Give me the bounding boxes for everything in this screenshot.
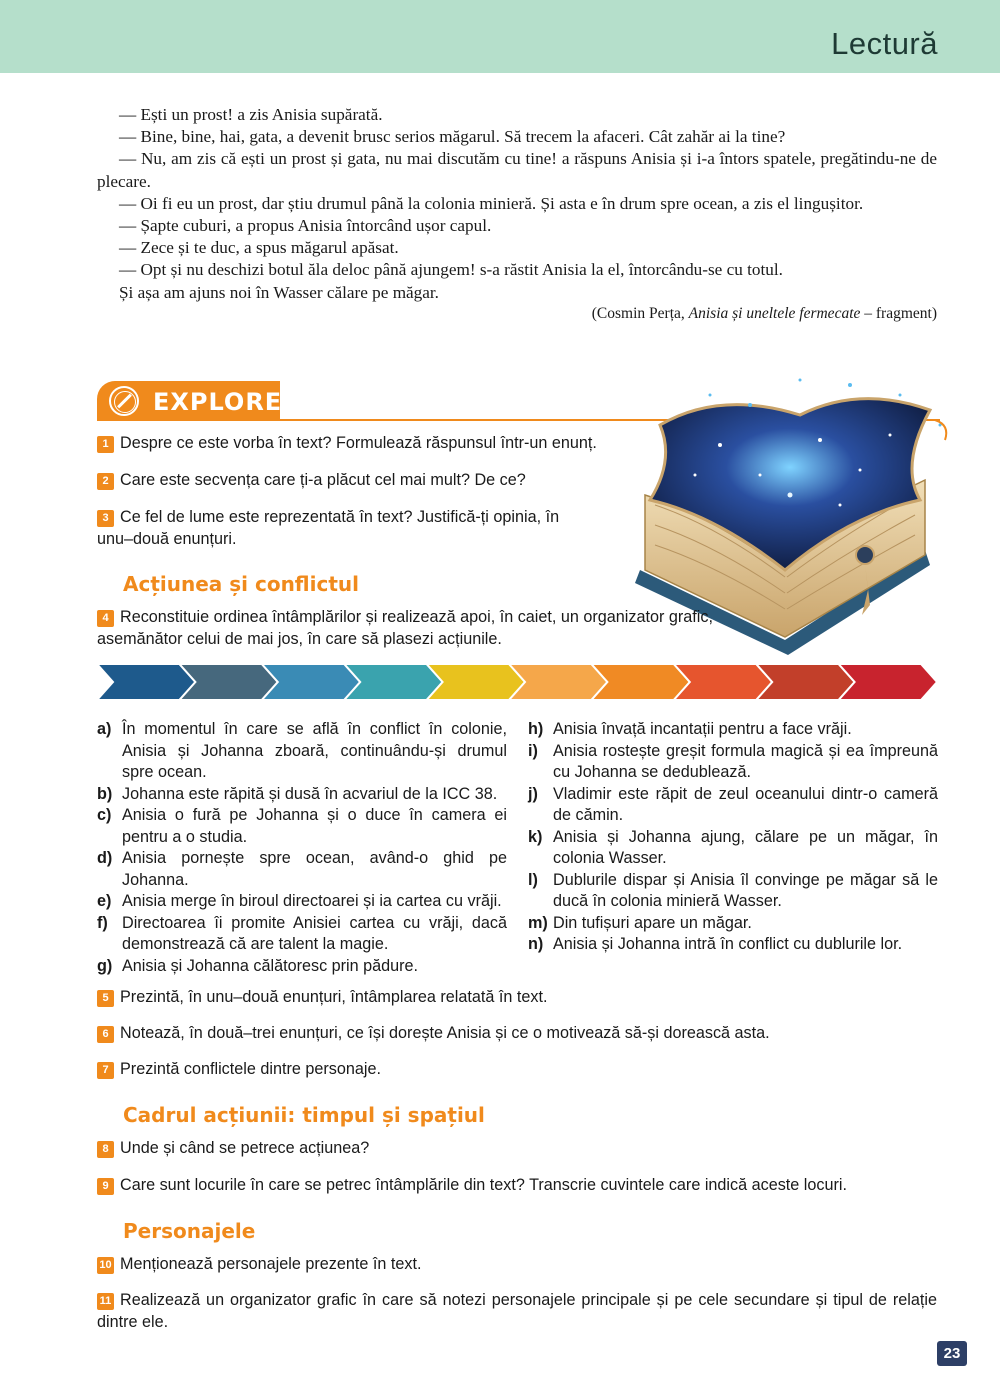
event-label: g) [97, 956, 113, 975]
question-3 [97, 507, 597, 550]
question-1 [97, 433, 637, 455]
question-text: Prezintă, în unu–două enunțuri, întâmplarea relatată în text. [120, 988, 548, 1006]
question-6 [97, 1023, 937, 1045]
dialogue-line: — Zece și te duc, a spus măgarul apăsat. [119, 238, 399, 258]
arrow-step [179, 664, 277, 700]
question-text: Realizează un organizator grafic în care să notezi personajele principale și pe cele secundare și tipul de relație dintre ele. [97, 1291, 937, 1331]
event-item [97, 891, 507, 913]
event-item [528, 870, 938, 913]
event-label: m) [528, 913, 548, 932]
arrow-step [756, 664, 854, 700]
question-number: 10 [97, 1257, 114, 1274]
question-text: Despre ce este vorba în text? Formulează răspunsul într-un enunț. [120, 434, 597, 452]
event-label: i) [528, 741, 538, 760]
event-label: k) [528, 827, 543, 846]
question-11 [97, 1290, 937, 1333]
explorez-banner [97, 381, 301, 421]
event-text: În momentul în care se află în conflict în colonie, Anisia și Johanna zboară, continuându-și drumul spre ocean. [122, 720, 507, 781]
question-number: 11 [97, 1293, 114, 1310]
source-citation: (Cosmin Perța, Anisia și uneltele fermecate – fragment) [591, 305, 937, 322]
event-label: j) [528, 784, 538, 803]
question-text: Unde și când se petrece acțiunea? [120, 1139, 370, 1157]
arrow-step [427, 664, 525, 700]
events-list-right [528, 719, 938, 956]
event-label: n) [528, 935, 544, 953]
question-text: Menționează personajele prezente în text. [120, 1255, 422, 1273]
question-2 [97, 470, 637, 492]
question-number: 9 [97, 1178, 114, 1195]
event-text: Anisia pornește spre ocean, având-o ghid pe Johanna. [122, 849, 507, 889]
dialogue-line: — Șapte cuburi, a propus Anisia întorcând ușor capul. [119, 216, 492, 236]
events-list-left [97, 719, 507, 977]
question-text: Care sunt locurile în care se petrec întâmplările din text? Transcrie cuvintele care indică aceste locuri. [120, 1176, 847, 1194]
arrow-step [97, 664, 195, 700]
text-fragment [97, 104, 937, 304]
dialogue-line: — Bine, bine, hai, gata, a devenit brusc serios măgarul. Să trecem la afaceri. Cât zahăr ai la tine? [119, 127, 786, 147]
dialogue-line: — Oi fi eu un prost, dar știu drumul până la colonia minieră. Și asta e în drum spre ocean, a zis el lingușitor. [119, 193, 864, 213]
event-text: Anisia învață incantații pentru a face vrăji. [553, 720, 852, 738]
event-text: Anisia și Johanna intră în conflict cu dublurile lor. [553, 935, 903, 953]
explorez-label: EXPLOREZ [153, 388, 301, 416]
dialogue-line: — Opt și nu deschizi botul ăla deloc până ajungem! s-a răstit Anisia la el, întorcându-se cu totul. [119, 260, 783, 280]
arrow-step [674, 664, 772, 700]
event-label: c) [97, 806, 112, 824]
header-band [0, 0, 1000, 73]
event-item [528, 934, 938, 956]
event-item [97, 956, 507, 978]
event-label: f) [97, 913, 108, 932]
event-text: Anisia merge în biroul directoarei și ia cartea cu vrăji. [122, 892, 502, 910]
chapter-title: Lectură [831, 26, 938, 61]
event-label: d) [97, 849, 113, 867]
question-number: 6 [97, 1026, 114, 1043]
section-title-cadru: Cadrul acțiunii: timpul și spațiul [123, 1103, 485, 1127]
question-text: Care este secvența care ți-a plăcut cel mai mult? De ce? [120, 471, 526, 489]
event-item [528, 741, 938, 784]
question-number: 3 [97, 510, 114, 527]
event-text: Anisia rostește greșit formula magică și ea împreună cu Johanna se dedublează. [553, 741, 938, 781]
arrow-step [509, 664, 607, 700]
event-item [528, 719, 938, 741]
question-text: Ce fel de lume este reprezentată în text? Justifică-ți opinia, în unu–două enunțuri. [97, 508, 560, 548]
question-text: Reconstituie ordinea întâmplărilor și realizează apoi, în caiet, un organizator grafic, asemănător celui de mai jos, în care să plasezi acțiunile. [97, 608, 713, 648]
event-text: Vladimir este răpit de zeul oceanului dintr-o cameră de cămin. [553, 784, 938, 824]
question-number: 8 [97, 1141, 114, 1158]
event-label: h) [528, 720, 544, 738]
section-title-personaje: Personajele [123, 1219, 256, 1243]
event-item [97, 719, 507, 784]
dialogue-line: — Nu, am zis că ești un prost și gata, nu mai discutăm cu tine! a răspuns Anisia și i-a întors spatele, pregătindu-ne de plecare. [97, 149, 937, 191]
arrow-step [839, 664, 937, 700]
question-7 [97, 1059, 937, 1081]
arrow-step [344, 664, 442, 700]
event-text: Dublurile dispar și Anisia îl convinge pe măgar să le ducă în colonia minieră Wasser. [553, 870, 938, 910]
question-10 [97, 1254, 937, 1276]
section-title-actiune: Acțiunea și conflictul [123, 572, 359, 596]
arrow-organizer [97, 664, 937, 700]
question-5 [97, 987, 937, 1009]
page-number: 23 [937, 1341, 967, 1366]
arrow-step [262, 664, 360, 700]
question-8 [97, 1138, 937, 1160]
event-text: Anisia și Johanna călătoresc prin pădure. [122, 956, 419, 975]
question-number: 2 [97, 473, 114, 490]
arrow-step [591, 664, 689, 700]
dialogue-line: Și așa am ajuns noi în Wasser călare pe măgar. [119, 282, 439, 302]
event-item [528, 784, 938, 827]
event-item [97, 805, 507, 848]
question-9 [97, 1175, 937, 1197]
question-number: 7 [97, 1062, 114, 1079]
event-text: Directoarea îi promite Anisiei cartea cu vrăji, dacă demonstrează că are talent la magie. [122, 913, 507, 953]
question-number: 5 [97, 990, 114, 1007]
event-label: l) [528, 870, 538, 889]
event-label: a) [97, 720, 112, 738]
event-item [528, 827, 938, 870]
work-title: Anisia și uneltele fermecate [688, 305, 861, 322]
event-item [528, 913, 938, 935]
event-label: e) [97, 892, 112, 910]
question-4 [97, 607, 747, 650]
event-item [97, 913, 507, 956]
dialogue-line: — Ești un prost! a zis Anisia supărată. [119, 105, 383, 124]
event-item [97, 848, 507, 891]
event-text: Johanna este răpită și dusă în acvariul de la ICC 38. [122, 784, 498, 803]
event-text: Din tufișuri apare un măgar. [553, 913, 752, 932]
event-text: Anisia o fură pe Johanna și o duce în camera ei pentru a o studia. [122, 806, 507, 846]
question-text: Notează, în două–trei enunțuri, ce își dorește Anisia și ce o motivează să-și dorească asta. [120, 1024, 770, 1042]
event-text: Anisia și Johanna ajung, călare pe un măgar, în colonia Wasser. [553, 827, 938, 867]
question-text: Prezintă conflictele dintre personaje. [120, 1060, 381, 1078]
compass-icon [109, 386, 139, 416]
event-item [97, 784, 507, 806]
question-number: 1 [97, 436, 114, 453]
event-label: b) [97, 784, 113, 803]
question-number: 4 [97, 610, 114, 627]
